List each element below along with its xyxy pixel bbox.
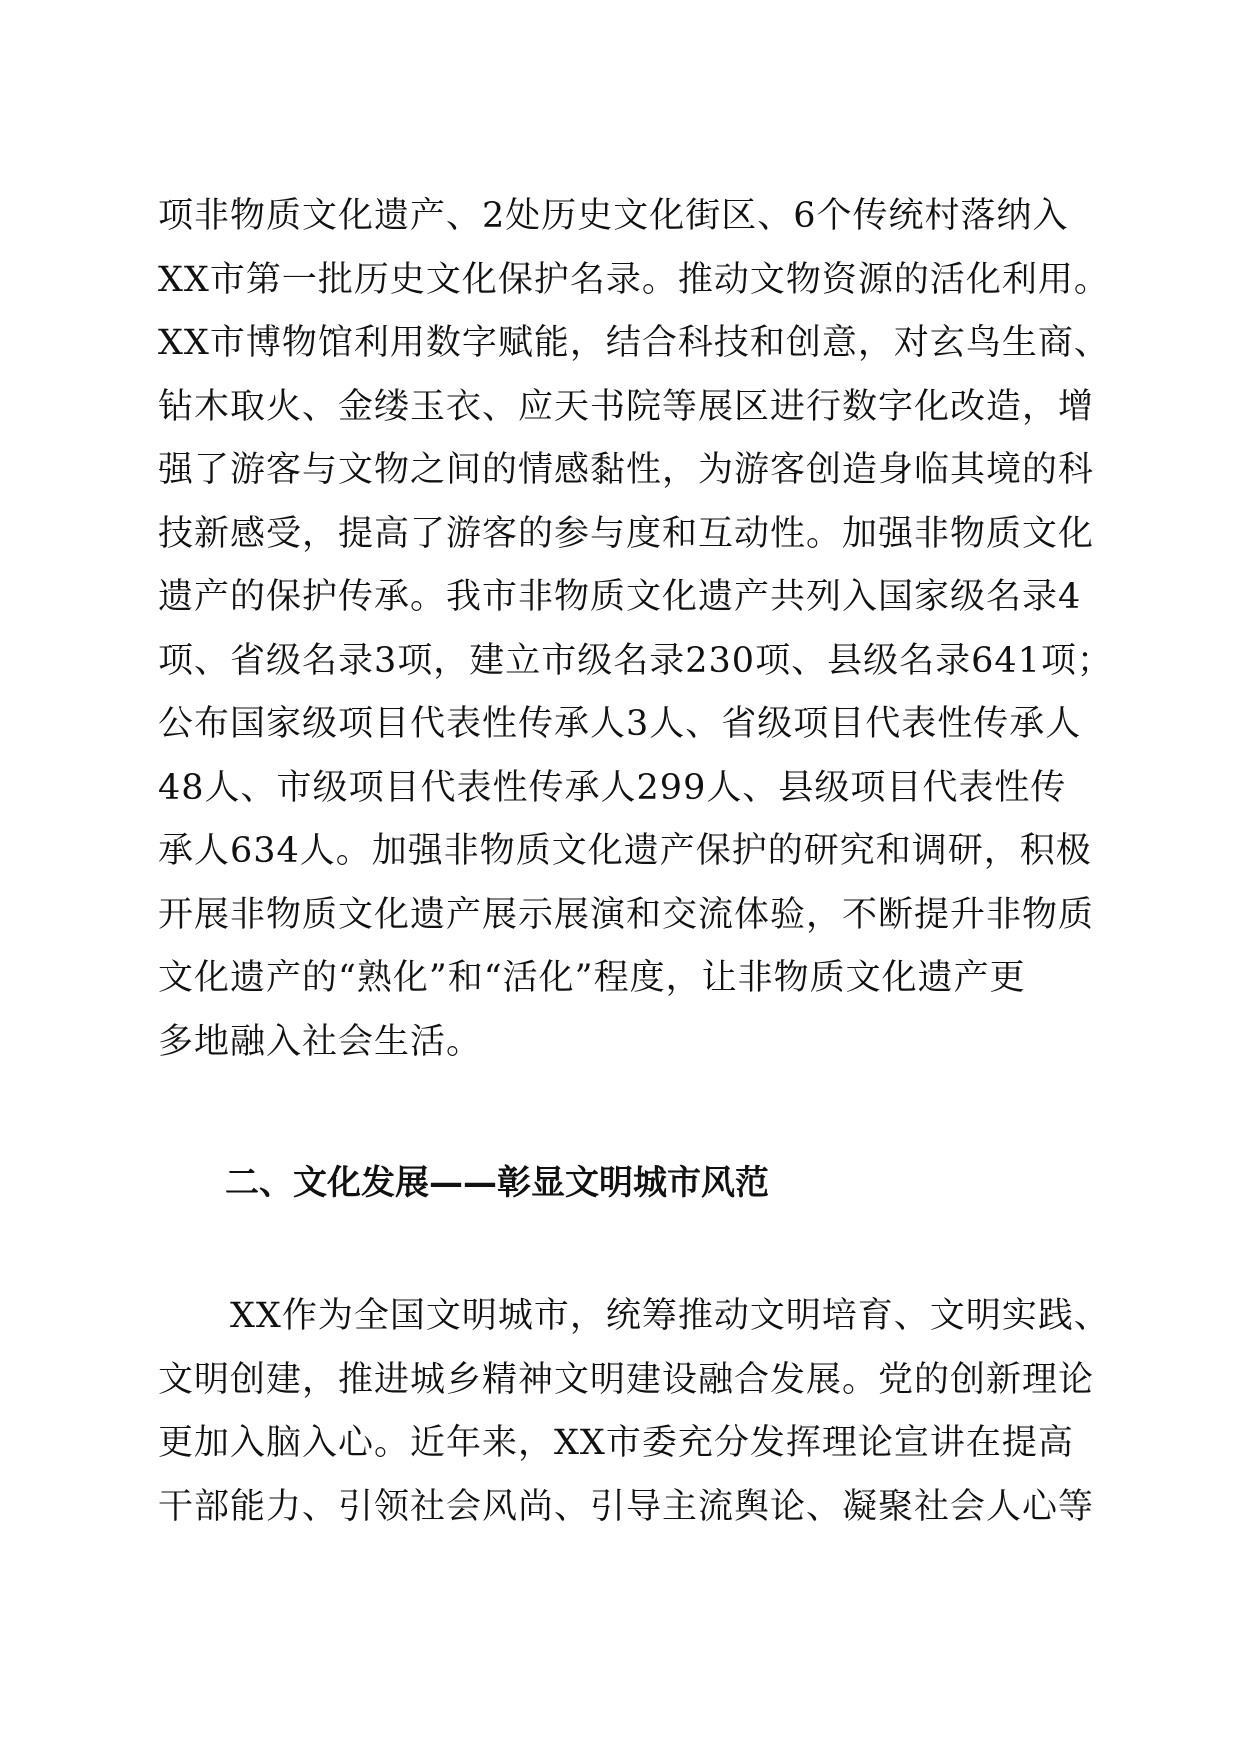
paragraph-line: 技新感受，提高了游客的参与度和互动性。加强非物质文化	[158, 513, 1095, 554]
paragraph-line: XX作为全国文明城市，统筹推动文明培育、文明实践、	[158, 1296, 1110, 1336]
paragraph-line: 干部能力、引领社会风尚、引导主流舆论、凝聚社会人心等	[158, 1486, 1095, 1527]
paragraph-line: 项、省级名录3项，建立市级名录230项、县级名录641项；	[158, 640, 1113, 681]
paragraph-line: 开展非物质文化遗产展示展演和交流体验，不断提升非物质	[158, 894, 1095, 935]
paragraph-line: 承人634人。加强非物质文化遗产保护的研究和调研，积极	[158, 831, 1092, 871]
section-heading: 二、文化发展——彰显文明城市风范	[225, 1163, 769, 1203]
paragraph-line: 文化遗产的“熟化”和“活化”程度，让非物质文化遗产更	[158, 958, 1026, 998]
body-paragraph-heritage	[158, 185, 1113, 1074]
paragraph-line: 项非物质文化遗产、2处历史文化街区、6个传统村落纳入	[158, 196, 1069, 236]
paragraph-line: XX市第一批历史文化保护名录。推动文物资源的活化利用。	[158, 259, 1110, 300]
paragraph-line: 更加入脑入心。近年来，XX市委充分发挥理论宣讲在提高	[158, 1423, 1074, 1463]
paragraph-line: 钻木取火、金缕玉衣、应天书院等展区进行数字化改造，增	[158, 386, 1095, 427]
paragraph-line: 文明创建，推进城乡精神文明建设融合发展。党的创新理论	[158, 1359, 1095, 1400]
paragraph-line: XX市博物馆利用数字赋能，结合科技和创意，对玄鸟生商、	[158, 323, 1110, 363]
paragraph-line: 强了游客与文物之间的情感黏性，为游客创造身临其境的科	[158, 450, 1095, 490]
paragraph-line: 48人、市级项目代表性传承人299人、县级项目代表性传	[158, 767, 1067, 808]
paragraph-line: 公布国家级项目代表性传承人3人、省级项目代表性传承人	[158, 704, 1082, 744]
body-paragraph-civilization	[158, 1285, 1110, 1539]
paragraph-line: 遗产的保护传承。我市非物质文化遗产共列入国家级名录4	[158, 577, 1082, 617]
paragraph-line: 多地融入社会生活。	[158, 1021, 483, 1062]
